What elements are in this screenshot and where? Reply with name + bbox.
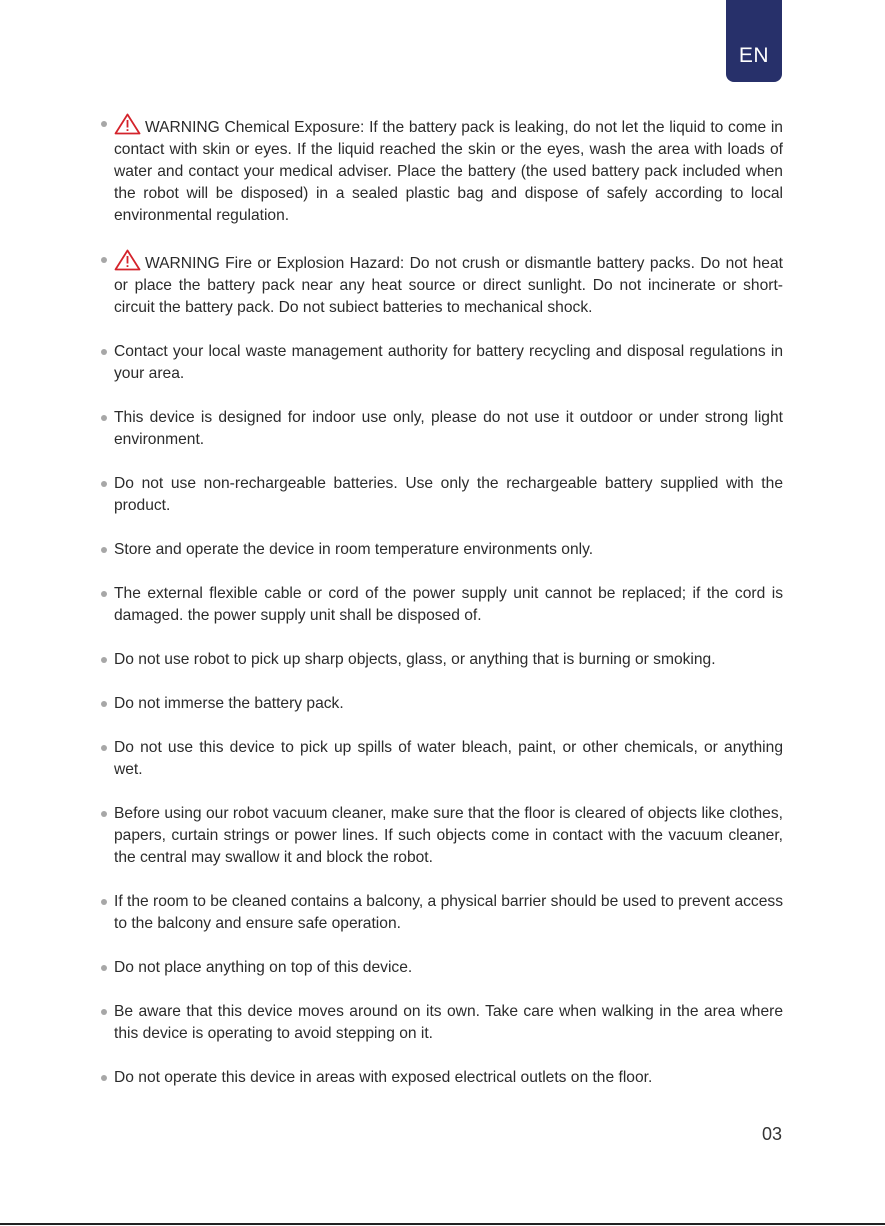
list-item-text: If the room to be cleaned contains a balcony, a physical barrier should be used to prevent access to the balcony and ensure safe operation. [114,893,783,932]
warning-triangle-icon [114,113,141,135]
bullet-dot [101,701,107,707]
list-item [100,891,783,935]
bottom-divider [0,1223,885,1225]
list-item-text: WARNING Chemical Exposure: If the battery pack is leaking, do not let the liquid to come in contact with skin or eyes. If the liquid reached the skin or the eyes, wash the area with loads of water and contact your medical adviser. Place the battery (the used battery pack included when the robot will be disposed) in a sealed plastic bag and dispose of safely according to local environmental regulation. [114,119,783,224]
list-item [100,249,783,319]
bullet-dot [101,745,107,751]
bullet-dot [101,591,107,597]
language-tab [726,0,782,82]
bullet-dot [101,811,107,817]
list-item-text: Do not place anything on top of this device. [114,959,413,976]
list-item [100,803,783,869]
list-item [100,1067,783,1089]
list-item [100,1001,783,1045]
warning-triangle-icon [114,249,141,271]
list-item-text: Do not operate this device in areas with exposed electrical outlets on the floor. [114,1069,653,1086]
list-item [100,649,783,671]
bullet-dot [101,1009,107,1015]
bullet-dot [101,1075,107,1081]
bullet-dot [101,257,107,263]
bullet-dot [101,415,107,421]
list-item-text: Do not use non-rechargeable batteries. Use only the rechargeable battery supplied with the product. [114,475,783,514]
bullet-dot [101,899,107,905]
list-item [100,539,783,561]
list-item [100,957,783,979]
bullet-dot [101,121,107,127]
bullet-dot [101,965,107,971]
list-item [100,341,783,385]
bullet-dot [101,349,107,355]
list-item-text: The external flexible cable or cord of the power supply unit cannot be replaced; if the cord is damaged. the power supply unit shall be disposed of. [114,585,783,624]
language-label: EN [738,44,770,67]
list-item [100,583,783,627]
list-item [100,113,783,227]
list-item [100,473,783,517]
list-item [100,407,783,451]
list-item-text: Do not use robot to pick up sharp objects, glass, or anything that is burning or smoking. [114,651,716,668]
bullet-dot [101,657,107,663]
list-item-text: WARNING Fire or Explosion Hazard: Do not crush or dismantle battery packs. Do not heat or place the battery pack near any heat source or direct sunlight. Do not incinerate or short-circuit the battery pack. Do not subiect batteries to mechanical shock. [114,255,783,316]
list-item-text: Before using our robot vacuum cleaner, make sure that the floor is cleared of objects like clothes, papers, curtain strings or power lines. If such objects come in contact with the vacuum cleaner, the central may swallow it and block the robot. [114,805,783,866]
page-number: 03 [761,1124,782,1144]
list-item [100,693,783,715]
list-item-text: Store and operate the device in room temperature environments only. [114,541,594,558]
bullet-dot [101,481,107,487]
safety-instructions-list [100,113,783,1111]
list-item-text: This device is designed for indoor use only, please do not use it outdoor or under strong light environment. [114,409,783,448]
list-item-text: Be aware that this device moves around on its own. Take care when walking in the area where this device is operating to avoid stepping on it. [114,1003,783,1042]
bullet-dot [101,547,107,553]
list-item-text: Contact your local waste management authority for battery recycling and disposal regulations in your area. [114,343,783,382]
list-item [100,737,783,781]
list-item-text: Do not immerse the battery pack. [114,695,344,712]
list-item-text: Do not use this device to pick up spills of water bleach, paint, or other chemicals, or anything wet. [114,739,783,778]
